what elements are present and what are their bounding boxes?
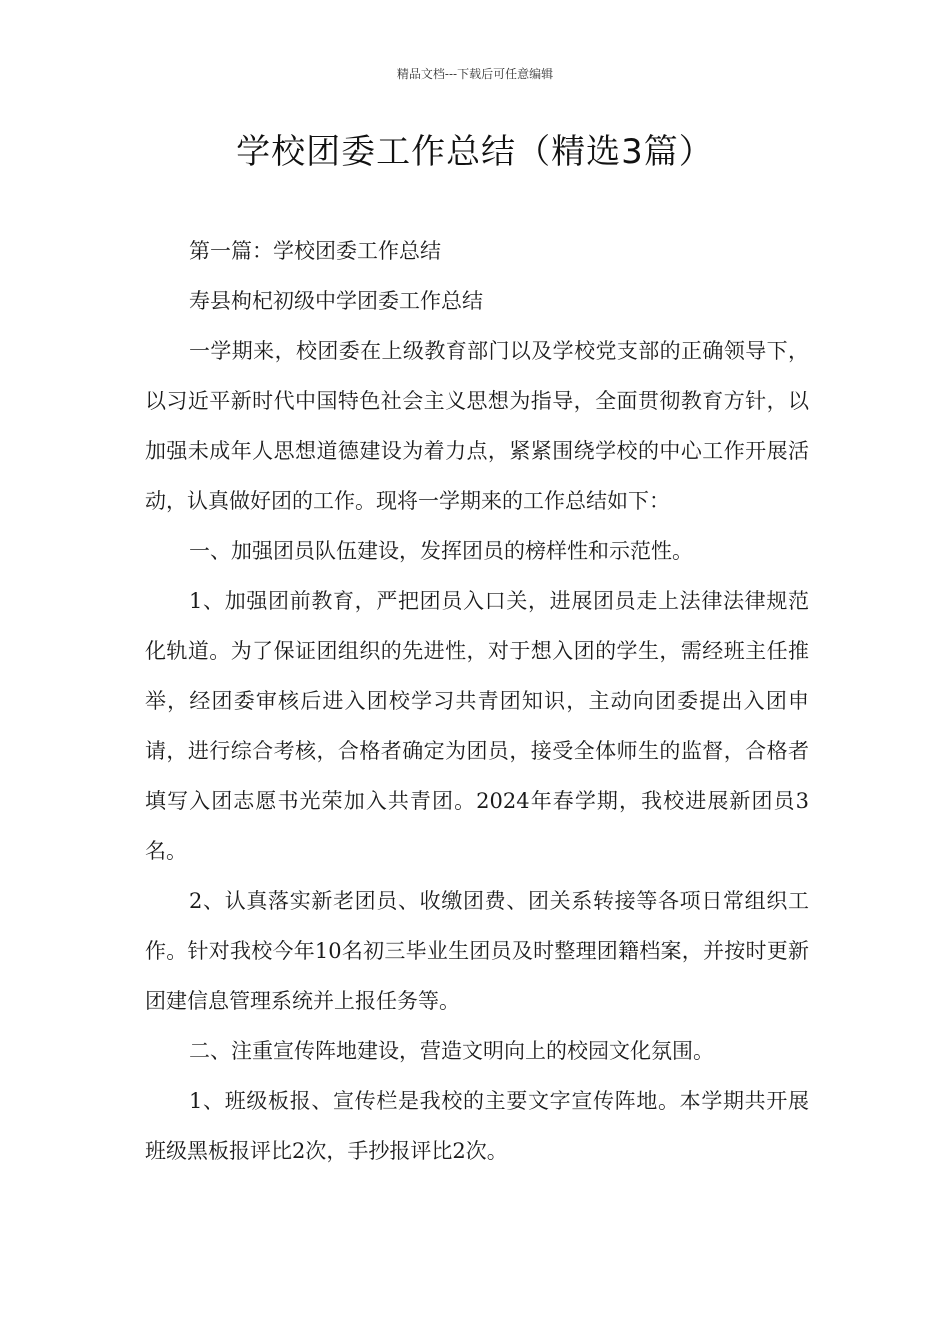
- document-body: [145, 226, 809, 1176]
- body-paragraph: 2、认真落实新老团员、收缴团费、团关系转接等各项日常组织工作。针对我校今年10名初三毕业生团员及时整理团籍档案，并按时更新团建信息管理系统并上报任务等。: [145, 889, 809, 1013]
- body-paragraph: 一学期来，校团委在上级教育部门以及学校党支部的正确领导下，以习近平新时代中国特色社会主义思想为指导，全面贯彻教育方针，以加强未成年人思想道德建设为着力点，紧紧围绕学校的中心工作开展活动，认真做好团的工作。现将一学期来的工作总结如下：: [145, 339, 809, 513]
- body-paragraph: 一、加强团员队伍建设，发挥团员的榜样性和示范性。: [189, 539, 693, 563]
- document-title: 学校团委工作总结（精选3篇）: [236, 132, 714, 172]
- body-paragraph: 1、班级板报、宣传栏是我校的主要文字宣传阵地。本学期共开展班级黑板报评比2次，手抄报评比2次。: [145, 1089, 809, 1163]
- body-paragraph: 1、加强团前教育，严把团员入口关，进展团员走上法律法律规范化轨道。为了保证团组织的先进性，对于想入团的学生，需经班主任推举，经团委审核后进入团校学习共青团知识，主动向团委提出入团申请，进行综合考核，合格者确定为团员，接受全体师生的监督，合格者填写入团志愿书光荣加入共青团。2024年春学期，我校进展新团员3名。: [145, 589, 809, 863]
- header-note: 精品文档---下载后可任意编辑: [396, 67, 554, 81]
- section-heading: 第一篇：学校团委工作总结: [189, 239, 441, 263]
- body-paragraph: 二、注重宣传阵地建设，营造文明向上的校园文化氛围。: [189, 1039, 714, 1063]
- report-title: 寿县枸杞初级中学团委工作总结: [189, 289, 483, 313]
